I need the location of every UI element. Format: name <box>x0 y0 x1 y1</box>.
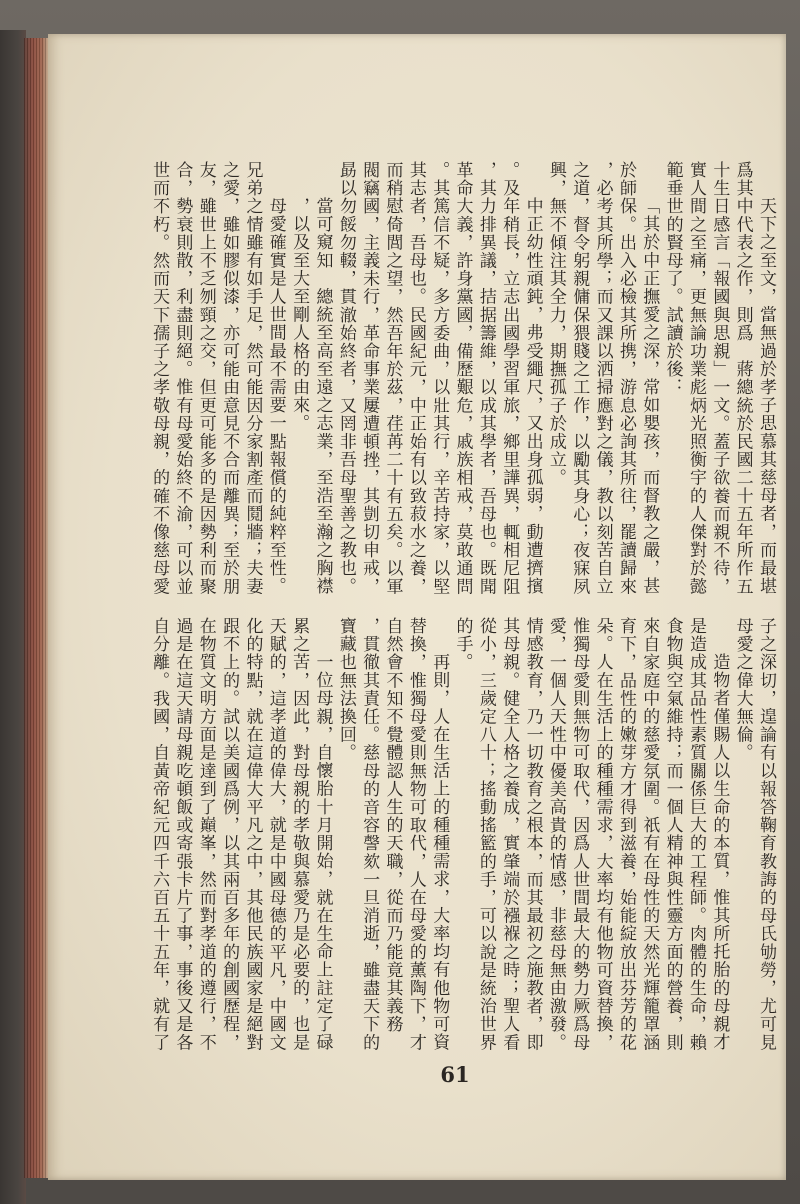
text-column: 天下之至文，當無過於孝子思慕其慈母者，而最堪 <box>756 197 776 596</box>
text-column: 惟獨母愛則無物可取代，因爲人世間最大的勢力厥爲母 <box>569 617 590 1052</box>
book-cover-edge <box>0 30 26 1204</box>
text-column: 自分離。我國，自黃帝紀元四千六百五十五年，就有了 <box>149 617 170 1052</box>
text-column: 育下，品性的嫩芽方才得到滋養，始能綻放出芬芳的花 <box>615 617 636 1052</box>
text-column: 勗以勿餒勿輟，貫澈始終者，又罔非吾母聖善之教也。 <box>335 161 356 596</box>
text-column: 其母親。健全人格之養成，實肇端於襁褓之時；聖人看 <box>499 617 520 1052</box>
text-column: 兄弟之情雖有如手足，然可能因分家割產而鬩牆；夫妻 <box>242 161 263 596</box>
text-column: 來自家庭中的慈愛氛圍。祇有在母性的天然光輝籠罩涵 <box>639 617 660 1052</box>
text-column: 閥竊國，主義未行，革命事業屢遭頓挫，其剴切申戒， <box>359 161 380 596</box>
text-column: 子之深切，遑論有以報答鞠育教誨的母氏劬勞，尤可見 <box>756 617 776 1052</box>
text-column: 於師保。出入必檢其所携，游息必詢其所往，罷讀歸來 <box>615 161 636 596</box>
text-column: 一位母親，自懷胎十月開始，就在生命上註定了碌 <box>312 653 333 1052</box>
text-column: 是造成其品性素質關係巨大的工程師。肉體的生命，賴 <box>685 617 706 1052</box>
text-column: 天賦的，這孝道的偉大，就是中國母德的平凡，中國文 <box>265 617 286 1052</box>
text-column: 母愛之偉大無倫。 <box>732 617 753 762</box>
lower-text-block <box>146 617 777 1057</box>
text-column: 累之苦，因此，對母親的孝敬與慕愛乃是必要的，也是 <box>289 617 310 1052</box>
text-column: 革命大義，許身黨國，備歷艱危，戚族相戒，莫敢通問 <box>452 161 473 596</box>
text-column: 之愛，雖如膠似漆，亦可能由意見不合而離異；至於朋 <box>219 161 240 596</box>
text-column: 合，勢衰則散，利盡則絕。惟有母愛始終不渝，可以並 <box>172 161 193 596</box>
text-column: 當可窺知 總統至高至遠之志業，至浩至瀚之胸襟 <box>312 197 333 596</box>
text-column: 從小，三歲定八十；搖動搖籃的手，可以說是統治世界 <box>475 617 496 1052</box>
text-column: 情感教育，乃一切教育之根本，而其最初之施教者，即 <box>522 617 543 1052</box>
text-column: 其志者，吾母也。民國紀元，中正始有以致菽水之養， <box>405 161 426 596</box>
text-column: 化的特點，就在這偉大平凡之中，其他民族國家是絕對 <box>242 617 263 1052</box>
text-column: 在物質文明方面是達到了巔峯，然而對孝道的遵行，不 <box>195 617 216 1052</box>
text-column: 自然會不知不覺體認人生的天職，從而乃能竟其義務 <box>382 617 403 1034</box>
text-column: 過是在這天請母親吃頓飯或寄張卡片了事，事後又是各 <box>172 617 193 1052</box>
text-column: 十生日感言「報國與思親」一文。蓋子欲養而親不待， <box>709 161 730 596</box>
text-column: 而稍慰倚閭之望，然吾年於茲，荏苒二十有五矣。以軍 <box>382 161 403 596</box>
text-column: ，其力排異議，拮据籌維，以成其學者，吾母也。既聞 <box>475 161 496 596</box>
text-column: 朵。人在生活上的種種需求，大率均有他物可資替換， <box>592 617 613 1052</box>
text-column: ，以及至大至剛人格的由來。 <box>289 197 310 433</box>
upper-text-block <box>146 161 777 601</box>
page-edge-stack <box>24 38 50 1178</box>
text-column: ，貫徹其責任。慈母的音容謦欬一旦消逝，雖盡天下的 <box>359 617 380 1052</box>
text-column: 母愛確實是人世間最不需要一點報償的純粹至性。 <box>265 197 286 596</box>
text-column: 中正幼性頑鈍，弗受繩尺，又出身孤弱，動遭擠擯 <box>522 197 543 596</box>
text-column: 再則，人在生活上的種種需求，大率均有他物可資 <box>429 653 450 1052</box>
page-number: 61 <box>440 1062 470 1087</box>
text-column: 。及年稍長，立志出國學習軍旅，鄉里譁異，輒相尼阻 <box>499 161 520 596</box>
text-column: ，必考其所學；而又課以洒掃應對之儀，教以刻苦自立 <box>592 161 613 596</box>
text-column: 世而不朽。然而天下孺子之孝敬母親，的確不像慈母愛 <box>149 161 170 596</box>
text-column: 的手。 <box>452 617 473 672</box>
text-column: 爲其中代表之作，則爲 蔣總統於民國二十五年所作五 <box>732 161 753 596</box>
text-column: 實人間之至痛，更無論功業彪炳光照衡宇的人傑對於懿 <box>685 161 706 596</box>
text-column: 替換，惟獨母愛則無物可取代，人在母愛的薰陶下，才 <box>405 617 426 1052</box>
text-column: 之道，督令躬親傭保猥賤之工作，以勵其身心；夜寐夙 <box>569 161 590 596</box>
text-column: 「其於中正撫愛之深，常如嬰孩，而督教之嚴，甚 <box>639 197 660 596</box>
text-column: 。其篤信不疑，多方委曲，以壯其行，辛苦持家，以堅 <box>429 161 450 596</box>
text-column: 愛，一個人天性中優美高貴的情感，非慈母無由激發。 <box>545 617 566 1052</box>
text-column: 寶藏也無法換回。 <box>335 617 356 762</box>
text-column: 造物者僅賜人以生命的本質，惟其所托胎的母親才 <box>709 653 730 1052</box>
text-column: 跟不上的。試以美國爲例，以其兩百多年的創國歷程， <box>219 617 240 1052</box>
text-column: 友，雖世上不乏刎頸之交，但更可能多的是因勢利而聚 <box>195 161 216 596</box>
text-column: 範垂世的賢母了。試讀於後： <box>662 161 683 397</box>
text-column: 興，無不傾注其全力，期撫孤子於成立。 <box>545 161 566 487</box>
text-column: 食物與空氣維持；而一個人精神與性靈方面的營養，則 <box>662 617 683 1052</box>
